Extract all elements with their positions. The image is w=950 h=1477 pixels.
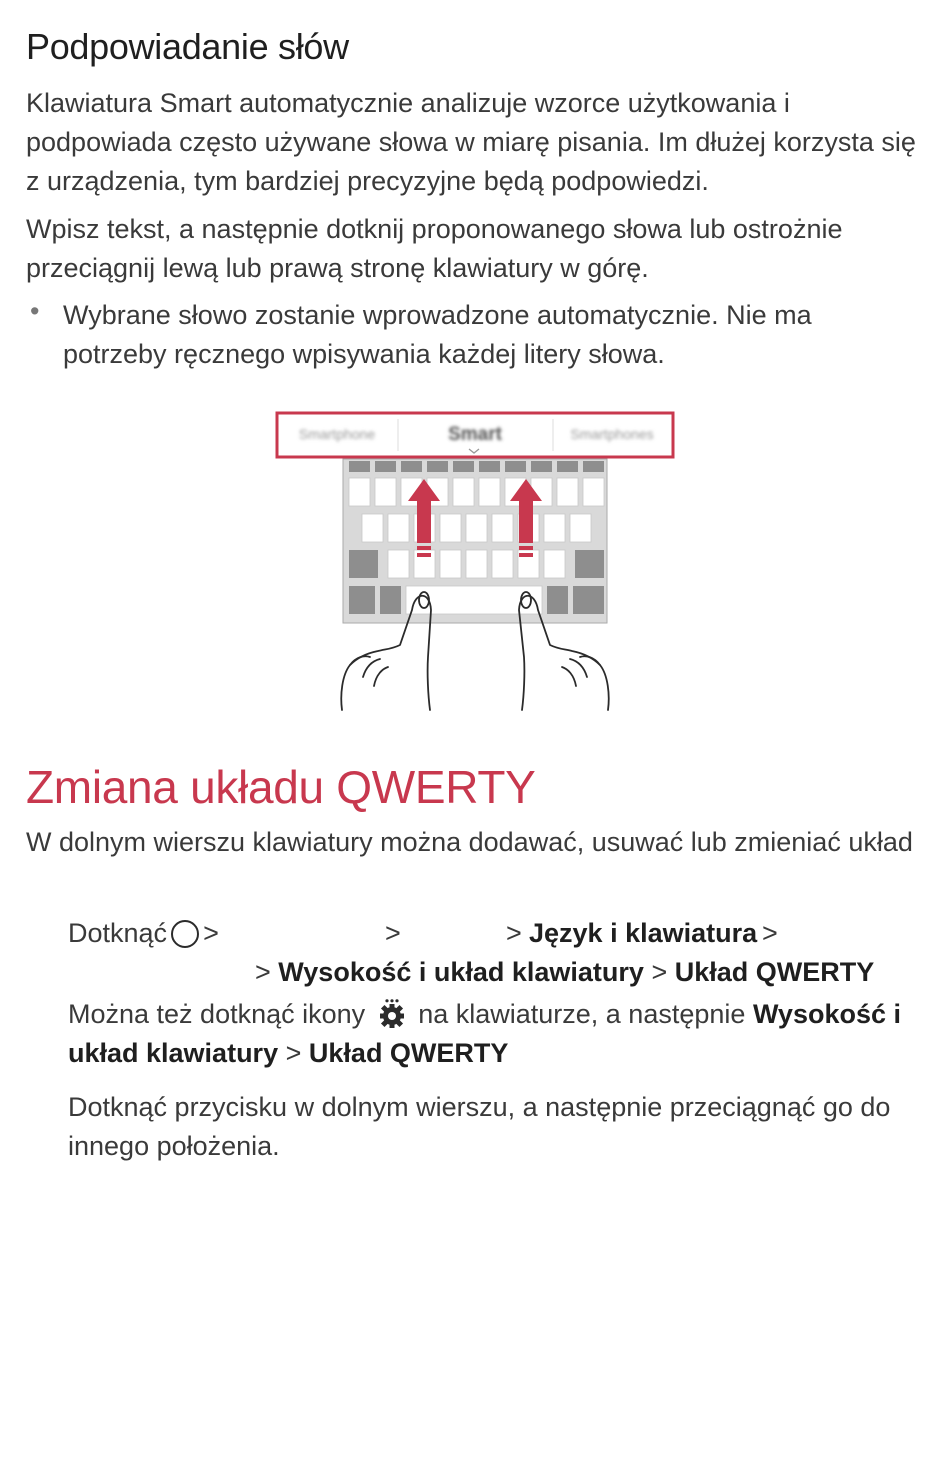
step-1-alt-line-1: [68, 995, 901, 1034]
step-1-sep-2: >: [385, 918, 401, 948]
gear-icon: [377, 999, 407, 1029]
step-1-prefix: Dotknąć: [68, 918, 168, 948]
step-1-sep-3: >: [506, 918, 522, 948]
step-1-line-2: [255, 953, 874, 992]
alt-sep: >: [285, 1038, 302, 1068]
step-2-line-1: Dotknąć przycisku w dolnym wierszu, a następnie przeciągnąć go do: [68, 1092, 891, 1122]
keyboard-bottom-row: [349, 586, 604, 614]
step-1-sep-6: >: [651, 957, 668, 987]
bullet-note: [63, 296, 923, 374]
alt-qwerty-label: Układ QWERTY: [308, 1038, 509, 1068]
bullet-line-2: potrzeby ręcznego wpisywania każdej litery słowa.: [63, 339, 665, 369]
intro-line-2: podpowiada często używane słowa w miarę pisania. Im dłużej korzysta się: [26, 127, 916, 157]
alt-text-b: na klawiaturze, a następnie: [418, 999, 746, 1029]
section-title-word-suggestion: Podpowiadanie słów: [26, 26, 349, 67]
instruction-line-1: Wpisz tekst, a następnie dotknij proponowanego słowa lub ostrożnie: [26, 214, 843, 244]
suggestion-left: Smartphone: [298, 426, 376, 442]
section-title-qwerty-layout: Zmiana układu QWERTY: [26, 761, 536, 813]
suggestion-right: Smartphones: [570, 426, 654, 442]
step-1-alt-line-2: [68, 1034, 508, 1073]
step-1-sep-5: >: [255, 957, 271, 987]
language-keyboard-label: Język i klawiatura: [529, 918, 758, 948]
intro-line-1: Klawiatura Smart automatycznie analizuje wzorce użytkowania i: [26, 88, 790, 118]
alt-height-label-b: układ klawiatury: [68, 1038, 279, 1068]
qwerty-intro: W dolnym wierszu klawiatury można dodawać, usuwać lub zmieniać układ: [26, 827, 913, 857]
keyboard-height-layout-label: Wysokość i układ klawiatury: [278, 957, 644, 987]
step-2-line-2: innego położenia.: [68, 1131, 280, 1161]
alt-height-label-a: Wysokość i: [752, 999, 902, 1029]
bullet-line-1: Wybrane słowo zostanie wprowadzone automatycznie. Nie ma: [63, 300, 812, 330]
step-2: [68, 1088, 890, 1166]
instruction-paragraph: [26, 210, 931, 288]
keyboard-row-2: [362, 514, 591, 542]
alt-text-a: Można też dotknąć ikony: [68, 999, 366, 1029]
keyboard-swipe-illustration: [270, 405, 680, 715]
step-1-line-1: [68, 914, 219, 953]
instruction-line-2: przeciągnij lewą lub prawą stronę klawiatury w górę.: [26, 253, 649, 283]
home-circle-icon: [171, 920, 199, 948]
qwerty-layout-label: Układ QWERTY: [674, 957, 875, 987]
bullet-icon: •: [30, 296, 40, 326]
intro-line-3: z urządzenia, tym bardziej precyzyjne będą podpowiedzi.: [26, 166, 709, 196]
suggestion-center: Smart: [448, 424, 502, 445]
step-1-language-keyboard: [529, 914, 757, 953]
step-1-sep-1: >: [203, 918, 219, 948]
intro-paragraph: [26, 84, 931, 201]
step-1-sep-4: >: [762, 918, 778, 948]
